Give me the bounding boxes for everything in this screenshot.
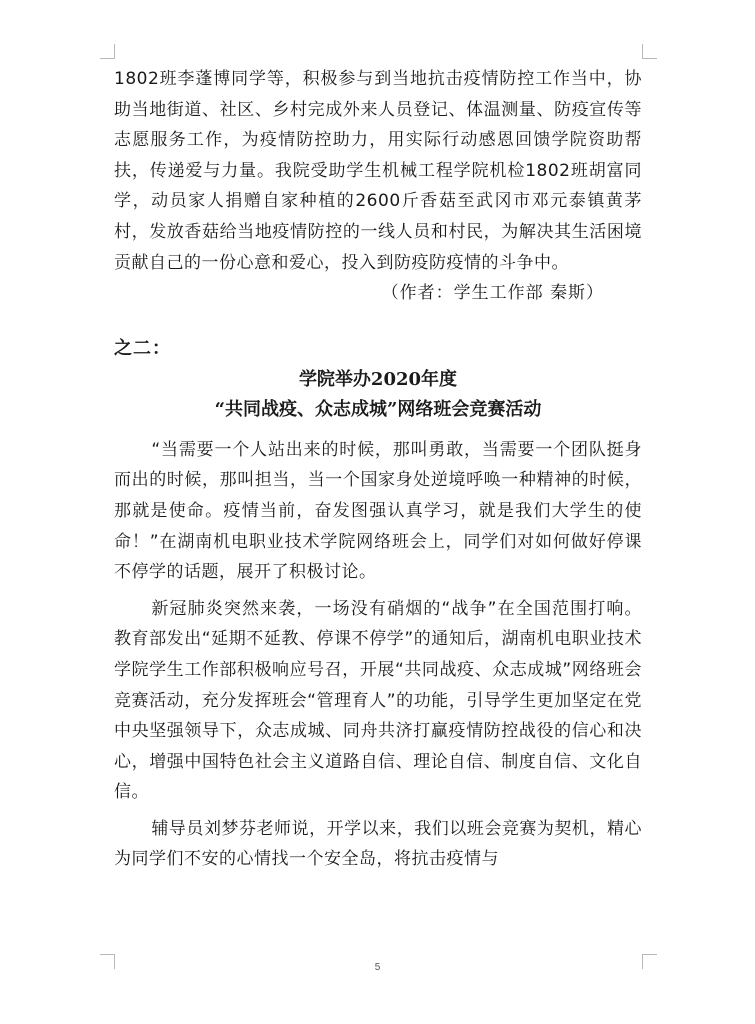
article-title-line-2: “共同战疫、众志成城”网络班会竞赛活动: [214, 398, 542, 420]
section-label: 之二：: [114, 337, 171, 359]
body-paragraph-1: “当需要一个人站出来的时候，那叫勇敢，当需要一个团队挺身而出的时候，那叫担当，当一个国家身处逆境呼唤一种精神的时候，那就是使命。疫情当前，奋发图强认真学习，就是我们大学生的使命！”在湖南机电职业技术学院网络班会上，同学们对如何做好停课不停学的话题，展开了积极讨论。: [114, 439, 642, 583]
body-paragraph-2: 新冠肺炎突然来袭，一场没有硝烟的“战争”在全国范围打响。教育部发出“延期不延教、停课不停学”的通知后，湖南机电职业技术学院学生工作部积极响应号召，开展“共同战疫、众志成城”网络班会竞赛活动，充分发挥班会“管理育人”的功能，引导学生更加坚定在党中央坚强领导下，众志成城、同舟共济打赢疫情防控战役的信心和决心，增强中国特色社会主义道路自信、理论自信、制度自信、文化自信。: [114, 598, 642, 803]
crop-mark-top-right: [642, 44, 657, 59]
body-paragraph-3: 辅导员刘梦芬老师说，开学以来，我们以班会竞赛为契机，精心为同学们不安的心情找一个安全岛，将抗击疫情与: [114, 818, 642, 870]
article-title-line-1: 学院举办2020年度: [298, 368, 458, 390]
page-body: [114, 64, 642, 875]
top-paragraph: 1802班李蓬博同学等，积极参与到当地抗击疫情防控工作当中，协助当地街道、社区、乡村完成外来人员登记、体温测量、防疫宣传等志愿服务工作，为疫情防控助力，用实际行动感恩回馈学院资助帮扶，传递爱与力量。我院受助学生机械工程学院机检1802班胡富同学，动员家人捐赠自家种植的2600斤香菇至武冈市邓元泰镇黄茅村，发放香菇给当地疫情防控的一线人员和村民，为解决其生活困境贡献自己的一份心意和爱心，投入到防疫防疫情的斗争中。: [114, 69, 642, 273]
author-note: （作者：学生工作部 秦斯）: [381, 283, 604, 304]
page-number: 5: [374, 962, 381, 973]
crop-mark-top-left: [100, 44, 115, 59]
